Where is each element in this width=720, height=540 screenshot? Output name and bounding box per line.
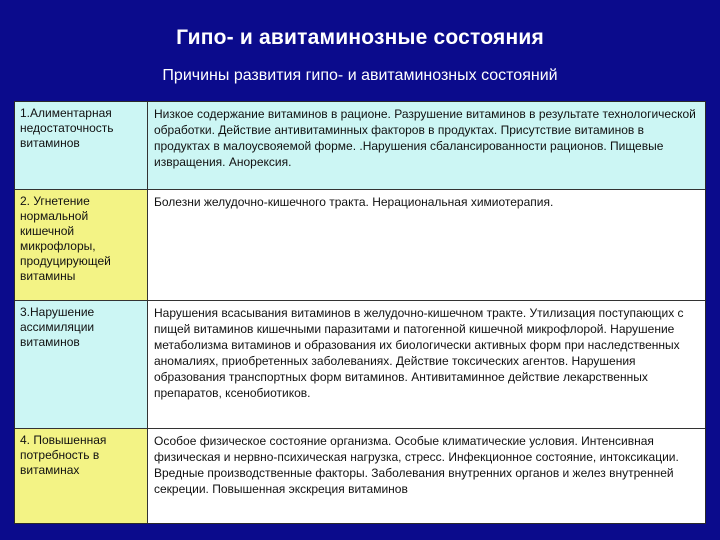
table-row bbox=[15, 190, 705, 301]
cause-cell: 1.Алиментарная недостаточность витаминов bbox=[15, 102, 148, 189]
details-cell: Нарушения всасывания витаминов в желудочно-кишечном тракте. Утилизация поступающих с пищей витаминов кишечными паразитами и патогенной кишечной микрофлорой. Нарушение метаболизма витаминов и образования их биологически активных форм при наследственных аномалиях, приобретенных заболеваниях. Действие токсических агентов. Нарушения образования транспортных форм витаминов. Антивитаминное действие лекарственных препаратов, ксенобиотиков. bbox=[148, 301, 705, 428]
cause-cell: 2. Угнетение нормальной кишечной микрофлоры, продуцирующей витамины bbox=[15, 190, 148, 300]
details-cell: Низкое содержание витаминов в рационе. Разрушение витаминов в результате технологической обработки. Действие антивитаминных факторов в продуктах. Присутствие витаминов в продуктах в малоусвояемой форме. .Нарушения сбалансированности рационов. Пищевые извращения. Анорексия. bbox=[148, 102, 705, 189]
causes-table bbox=[14, 101, 706, 524]
table-row bbox=[15, 429, 705, 523]
slide-title: Гипо- и авитаминозные состояния bbox=[176, 26, 544, 49]
table-row bbox=[15, 301, 705, 429]
details-cell: Особое физическое состояние организма. Особые климатические условия. Интенсивная физическая и нервно-психическая нагрузка, стресс. Инфекционное состояние, интоксикации. Вредные производственные факторы. Заболевания внутренних органов и желез внутренней секреции. Повышенная экскреция витаминов bbox=[148, 429, 705, 523]
cause-cell: 3.Нарушение ассимиляции витаминов bbox=[15, 301, 148, 428]
cause-cell: 4. Повышенная потребность в витаминах bbox=[15, 429, 148, 523]
slide-subtitle: Причины развития гипо- и авитаминозных состояний bbox=[162, 67, 558, 84]
table-row bbox=[15, 102, 705, 190]
details-cell: Болезни желудочно-кишечного тракта. Нерациональная химиотерапия. bbox=[148, 190, 705, 300]
